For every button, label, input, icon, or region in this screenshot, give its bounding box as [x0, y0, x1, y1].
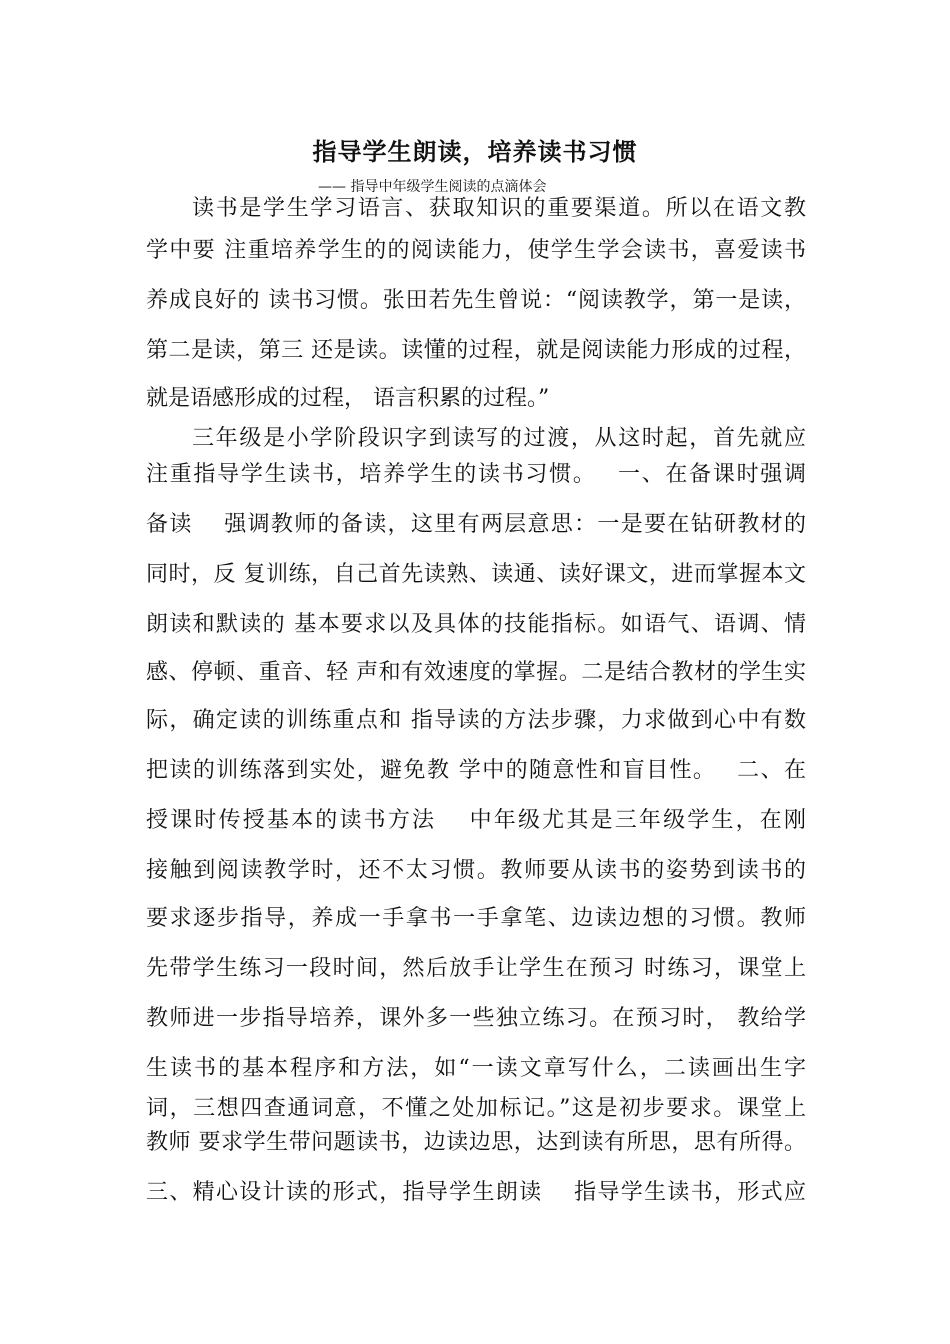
body-line: 教师 要求学生带问题读书，边读边思，达到读有所思，思有所得。 [146, 1130, 806, 1155]
body-line: 三年级是小学阶段识字到读写的过渡，从这时起，首先就应 [192, 426, 806, 451]
body-line: 读书是学生学习语言、获取知识的重要渠道。所以在语文教 [192, 196, 806, 221]
body-line: 备读 强调教师的备读，这里有两层意思：一是要在钻研教材的 [146, 512, 806, 537]
body-line: 同时，反 复训练，自己首先读熟、读通、读好课文，进而掌握本文 [146, 562, 806, 587]
body-line: 要求逐步指导，养成一手拿书一手拿笔、边读边想的习惯。教师 [146, 906, 806, 931]
body-line: 教师进一步指导培养，课外多一些独立练习。在预习时， 教给学 [146, 1006, 806, 1031]
document-title: 指导学生朗读，培养读书习惯 [312, 137, 638, 166]
body-line: 注重指导学生读书，培养学生的读书习惯。 一、在备课时强调 [146, 462, 806, 487]
body-line: 接触到阅读教学时，还不太习惯。教师要从读书的姿势到读书的 [146, 858, 806, 883]
body-line: 词，三想四查通词意，不懂之处加标记。”这是初步要求。课堂上 [146, 1096, 806, 1121]
body-line: 朗读和默读的 基本要求以及具体的技能指标。如语气、语调、情 [146, 612, 806, 637]
body-line: 生读书的基本程序和方法，如“一读文章写什么，二读画出生字 [146, 1056, 806, 1081]
body-line: 学中要 注重培养学生的的阅读能力，使学生学会读书，喜爱读书 [146, 238, 806, 263]
document-subtitle: —— 指导中年级学生阅读的点滴体会 [318, 179, 547, 195]
body-line: 际，确定读的训练重点和 指导读的方法步骤，力求做到心中有数 [146, 708, 806, 733]
body-line: 先带学生练习一段时间，然后放手让学生在预习 时练习，课堂上 [146, 956, 806, 981]
body-line: 养成良好的 读书习惯。张田若先生曾说：“阅读教学，第一是读， [146, 288, 806, 313]
body-line: 三、精心设计读的形式，指导学生朗读 指导学生读书，形式应 [146, 1180, 806, 1205]
body-line: 第二是读，第三 还是读。读懂的过程，就是阅读能力形成的过程， [146, 338, 806, 363]
body-line: 把读的训练落到实处，避免教 学中的随意性和盲目性。 二、在 [146, 758, 806, 783]
body-line: 就是语感形成的过程， 语言积累的过程。” [146, 386, 550, 411]
body-line: 感、停顿、重音、轻 声和有效速度的掌握。二是结合教材的学生实 [146, 660, 806, 685]
body-line: 授课时传授基本的读书方法 中年级尤其是三年级学生，在刚 [146, 808, 806, 833]
